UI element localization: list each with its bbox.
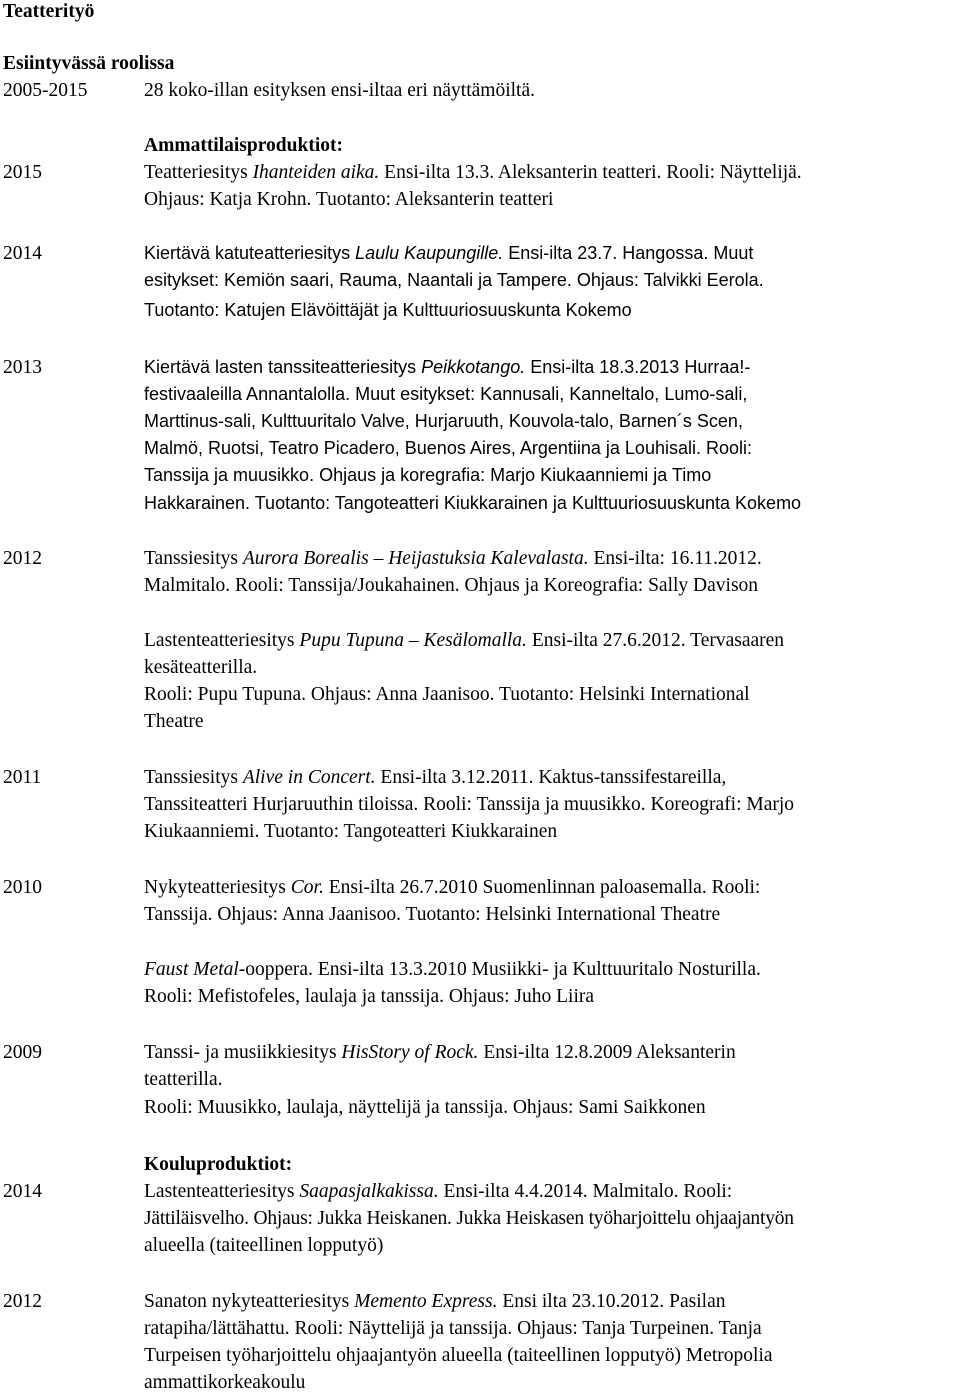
entry-year: 2014: [3, 243, 42, 264]
entry-work-title: Aurora Borealis – Heijastuksia Kalevalasta.: [242, 548, 589, 569]
entry-line: [144, 545, 762, 572]
entry-text: Ensi-ilta 12.8.2009 Aleksanterin: [478, 1042, 736, 1063]
entry-text: Kiertävä lasten tanssiteatteriesitys: [144, 357, 422, 377]
entry-work-title: Cor.: [290, 877, 324, 898]
entry-line: ammattikorkeakoulu: [144, 1372, 306, 1393]
entry-work-title: Ihanteiden aika.: [252, 162, 380, 183]
entry-line: [144, 1288, 725, 1315]
entry-line: ratapiha/lättähattu. Rooli: Näyttelijä ja tanssija. Ohjaus: Tanja Turpeinen. Tanja: [144, 1318, 762, 1339]
entry-line: Tanssiteatteri Hurjaruuthin tiloissa. Rooli: Tanssija ja muusikko. Koreografi: Marjo: [144, 794, 795, 815]
professional-heading: Ammattilaisproduktiot:: [144, 135, 343, 156]
entry-text: Ensi-ilta 27.6.2012. Tervasaaren: [526, 630, 785, 651]
entry-line: Rooli: Mefistofeles, laulaja ja tanssija. Ohjaus: Juho Liira: [144, 986, 595, 1007]
entry-year: 2015: [3, 162, 42, 183]
intro-text: 28 koko-illan esityksen ensi-iltaa eri näyttämöiltä.: [144, 80, 535, 101]
entry-line: Marttinus-sali, Kulttuuritalo Valve, Hurjaruuth, Kouvola-talo, Barnen´s Scen,: [144, 411, 743, 431]
entry-text: Tanssi- ja musiikkiesitys: [144, 1042, 342, 1063]
entry-year: 2009: [3, 1042, 42, 1063]
entry-text: Ensi ilta 23.10.2012. Pasilan: [497, 1291, 726, 1312]
entry-year: 2014: [3, 1181, 42, 1202]
entry-line: Tanssija ja muusikko. Ohjaus ja koregrafia: Marjo Kiukaanniemi ja Timo: [144, 465, 712, 485]
entry-text: Sanaton nykyteatteriesitys: [144, 1291, 355, 1312]
entry-text: Lastenteatteriesitys: [144, 1181, 300, 1202]
entry-work-title: Alive in Concert.: [242, 767, 376, 788]
entry-line: [144, 764, 726, 791]
entry-text: Ensi-ilta: 16.11.2012.: [588, 548, 762, 569]
entry-work-title: HisStory of Rock.: [341, 1042, 479, 1063]
entry-text: Tanssiesitys: [144, 548, 243, 569]
entry-year: 2011: [3, 767, 42, 788]
entry-work-title: Peikkotango.: [421, 357, 526, 377]
entry-line: [144, 627, 784, 654]
entry-text: Ensi-ilta 3.12.2011. Kaktus-tanssifestareilla,: [375, 767, 727, 788]
entry-line: Tuotanto: Katujen Elävöittäjät ja Kulttuuriosuuskunta Kokemo: [144, 300, 632, 320]
entry-line: Kiukaanniemi. Tuotanto: Tangoteatteri Kiukkarainen: [144, 821, 558, 842]
entry-line: [144, 159, 802, 186]
entry-work-title: Memento Express.: [354, 1291, 498, 1312]
entry-year: 2013: [3, 357, 42, 378]
entry-text: Teatteriesitys: [144, 162, 253, 183]
entry-line: esitykset: Kemiön saari, Rauma, Naantali ja Tampere. Ohjaus: Talvikki Eerola.: [144, 270, 764, 290]
entry-work-title: Laulu Kaupungille.: [355, 243, 504, 263]
entry-line: Hakkarainen. Tuotanto: Tangoteatteri Kiukkarainen ja Kulttuuriosuuskunta Kokemo: [144, 493, 802, 513]
entry-line: [144, 240, 753, 267]
entry-text: Ensi-ilta 23.7. Hangossa. Muut: [503, 243, 754, 263]
entry-line: Tanssija. Ohjaus: Anna Jaanisoo. Tuotanto: Helsinki International Theatre: [144, 904, 721, 925]
entry-line: [144, 1039, 736, 1066]
entry-line: Malmitalo. Rooli: Tanssija/Joukahainen. Ohjaus ja Koreografia: Sally Davison: [144, 575, 759, 596]
entry-text: -ooppera. Ensi-ilta 13.3.2010 Musiikki- ja Kulttuuritalo Nosturilla.: [238, 959, 761, 980]
entry-year: 2012: [3, 1291, 42, 1312]
intro-years: 2005-2015: [3, 80, 88, 101]
entry-text: Nykyteatteriesitys: [144, 877, 291, 898]
entry-text: Ensi-ilta 26.7.2010 Suomenlinnan paloasemalla. Rooli:: [323, 877, 761, 898]
entry-line: Theatre: [144, 711, 204, 732]
entry-line: [144, 956, 761, 983]
entry-work-title: Faust Metal: [144, 959, 239, 980]
entry-line: [144, 354, 750, 381]
entry-text: Ensi-ilta 13.3. Aleksanterin teatteri. Rooli: Näyttelijä.: [379, 162, 802, 183]
entry-line: [144, 1178, 732, 1205]
entry-line: teatterilla.: [144, 1069, 223, 1090]
entry-line: Ohjaus: Katja Krohn. Tuotanto: Aleksanterin teatteri: [144, 189, 554, 210]
entry-line: [144, 874, 760, 901]
entry-text: Ensi-ilta 18.3.2013 Hurraa!-: [525, 357, 751, 377]
entry-line: Malmö, Ruotsi, Teatro Picadero, Buenos Aires, Argentiina ja Louhisali. Rooli:: [144, 438, 752, 458]
entry-year: 2010: [3, 877, 42, 898]
entry-line: kesäteatterilla.: [144, 657, 258, 678]
entry-text: Kiertävä katuteatteriesitys: [144, 243, 356, 263]
page-title: Teatterityö: [3, 1, 95, 22]
entry-line: Rooli: Pupu Tupuna. Ohjaus: Anna Jaanisoo. Tuotanto: Helsinki International: [144, 684, 750, 705]
entry-text: Ensi-ilta 4.4.2014. Malmitalo. Rooli:: [438, 1181, 733, 1202]
entry-line: alueella (taiteellinen lopputyö): [144, 1235, 384, 1256]
section-heading: Esiintyvässä roolissa: [3, 53, 175, 74]
entry-line: festivaaleilla Annantalolla. Muut esitykset: Kannusali, Kanneltalo, Lumo-sali,: [144, 384, 748, 404]
entry-line: Turpeisen työharjoittelu ohjaajantyön alueella (taiteellinen lopputyö) Metropolia: [144, 1345, 773, 1366]
entry-line: Jättiläisvelho. Ohjaus: Jukka Heiskanen. Jukka Heiskasen työharjoittelu ohjaajantyön: [144, 1208, 794, 1229]
entry-year: 2012: [3, 548, 42, 569]
entry-work-title: Saapasjalkakissa.: [299, 1181, 439, 1202]
entry-text: Lastenteatteriesitys: [144, 630, 300, 651]
entry-line: Rooli: Muusikko, laulaja, näyttelijä ja tanssija. Ohjaus: Sami Saikkonen: [144, 1097, 706, 1118]
school-heading: Kouluproduktiot:: [144, 1154, 293, 1175]
entry-work-title: Pupu Tupuna – Kesälomalla.: [299, 630, 527, 651]
entry-text: Tanssiesitys: [144, 767, 243, 788]
